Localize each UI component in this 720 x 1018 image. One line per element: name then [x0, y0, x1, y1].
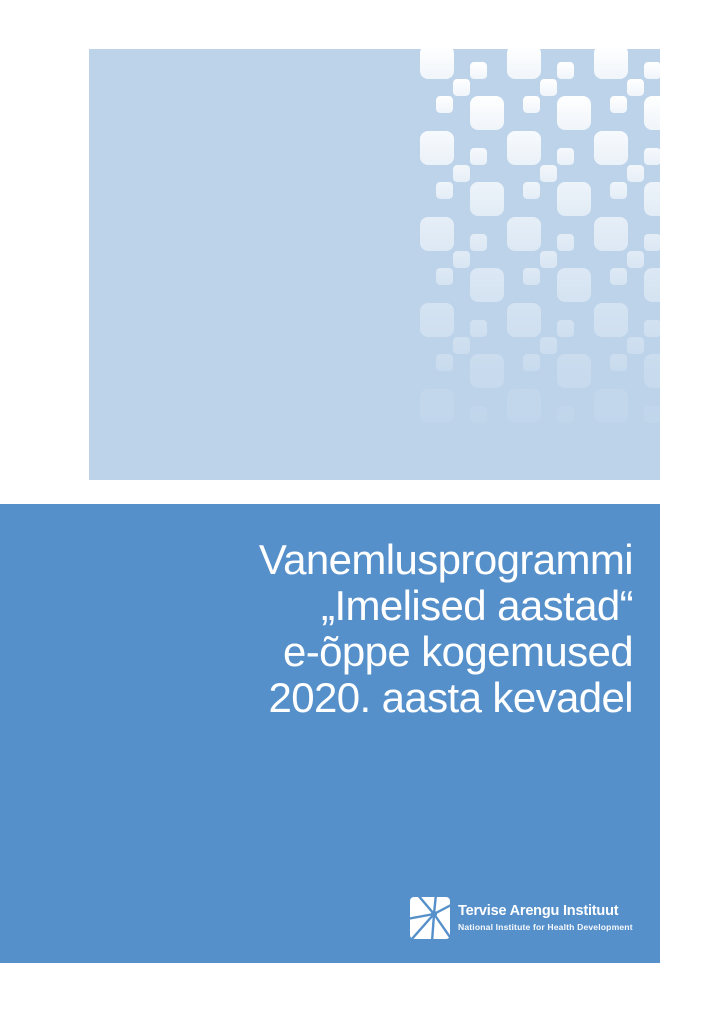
pattern-square: [610, 182, 627, 199]
pattern-square: [610, 96, 627, 113]
pattern-square: [627, 79, 644, 96]
pattern-square: [627, 251, 644, 268]
pattern-square: [436, 268, 453, 285]
pattern-square: [627, 337, 644, 354]
pattern-square: [594, 131, 628, 165]
pattern-square: [644, 62, 660, 79]
pattern-square: [644, 268, 660, 302]
pattern-square: [420, 389, 454, 423]
pattern-square: [453, 165, 470, 182]
pattern-square: [507, 217, 541, 251]
pattern-square: [557, 234, 574, 251]
tai-starburst-icon: [410, 897, 450, 939]
pattern-square: [470, 182, 504, 216]
title-line-3: e-õppe kogemused: [283, 628, 633, 675]
pattern-square: [523, 354, 540, 371]
pattern-square: [523, 182, 540, 199]
pattern-square: [644, 234, 660, 251]
pattern-square: [470, 268, 504, 302]
pattern-square: [557, 62, 574, 79]
pattern-square: [557, 148, 574, 165]
pattern-square: [644, 406, 660, 423]
publisher-logo: [410, 897, 633, 939]
pattern-square: [420, 131, 454, 165]
pattern-square: [540, 251, 557, 268]
pattern-square: [644, 354, 660, 388]
pattern-square: [557, 354, 591, 388]
title-band: [0, 504, 660, 963]
pattern-square: [436, 182, 453, 199]
pattern-square: [540, 165, 557, 182]
logo-text-block: [458, 903, 633, 933]
pattern-square: [420, 49, 454, 79]
pattern-square: [420, 217, 454, 251]
pattern-square: [523, 96, 540, 113]
pattern-square: [557, 268, 591, 302]
pattern-square: [453, 251, 470, 268]
pattern-square: [627, 165, 644, 182]
pattern-square: [610, 354, 627, 371]
pattern-square: [470, 234, 487, 251]
pattern-square: [557, 182, 591, 216]
pattern-square: [594, 303, 628, 337]
pattern-square: [644, 96, 660, 130]
pattern-square: [557, 406, 574, 423]
cover-image-panel: [89, 49, 660, 480]
pattern-square: [470, 354, 504, 388]
pattern-square: [436, 354, 453, 371]
pattern-square: [557, 96, 591, 130]
pattern-square: [470, 62, 487, 79]
logo-subtitle: National Institute for Health Development: [458, 922, 633, 932]
pattern-square: [594, 217, 628, 251]
squares-pattern: [89, 49, 660, 480]
pattern-square: [644, 182, 660, 216]
pattern-square: [470, 320, 487, 337]
pattern-square: [470, 96, 504, 130]
title-line-1: Vanemlusprogrammi: [258, 536, 633, 583]
pattern-square: [644, 320, 660, 337]
pattern-square: [644, 148, 660, 165]
pattern-square: [507, 389, 541, 423]
pattern-square: [523, 268, 540, 285]
cover-title: [259, 537, 633, 721]
pattern-square: [594, 389, 628, 423]
pattern-square: [540, 79, 557, 96]
pattern-square: [507, 131, 541, 165]
pattern-square: [420, 303, 454, 337]
pattern-square: [557, 320, 574, 337]
title-line-2: „Imelised aastad“: [321, 582, 633, 629]
pattern-square: [594, 49, 628, 79]
pattern-square: [436, 96, 453, 113]
logo-name: Tervise Arengu Instituut: [458, 903, 619, 919]
pattern-square: [470, 148, 487, 165]
pattern-square: [453, 337, 470, 354]
pattern-square: [470, 406, 487, 423]
title-line-4: 2020. aasta kevadel: [268, 674, 633, 721]
pattern-square: [453, 79, 470, 96]
pattern-square: [610, 268, 627, 285]
pattern-square: [540, 337, 557, 354]
pattern-square: [507, 303, 541, 337]
pattern-square: [507, 49, 541, 79]
